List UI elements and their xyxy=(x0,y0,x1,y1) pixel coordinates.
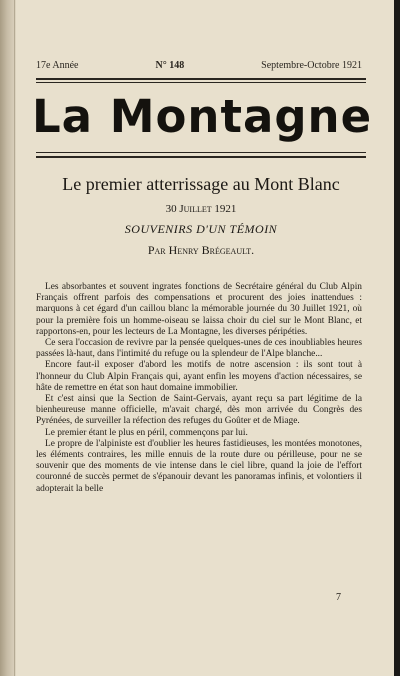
body-paragraph: Les absorbantes et souvent ingrates fonctions de Secrétaire général du Club Alpin Français offrent parfois des compensations et procurent des joies inattendues : marquons à cet égard d'un caillou blanc la mémorable journée du 30 Juillet 1921, où pour la première fois un homme-oiseau se laissa choir du ciel sur le Mont Blanc, et rapportons-en, pour les lecteurs de La Montagne, les diverses péripéties. xyxy=(36,282,362,337)
masthead-rule-bottom xyxy=(36,156,366,158)
body-paragraph: Et c'est ainsi que la Section de Saint-Gervais, ayant reçu sa part légitime de la bienheureuse manne officielle, m'avait chargé, dès mon arrivée du Congrès des Pyrénées, de surveiller la réfection des refuges du Goûter et de Miage. xyxy=(36,394,362,427)
article-title: Le premier atterrissage au Mont Blanc xyxy=(62,174,340,194)
issue-header xyxy=(36,60,362,71)
header-rule-top-thin xyxy=(36,82,366,83)
body-paragraph: Ce sera l'occasion de revivre par la pensée quelques-unes de ces inoubliables heures passées là-haut, dans l'intimité du refuge ou la splendeur de l'Alpe blanche... xyxy=(36,338,362,360)
issue-number: N° 148 xyxy=(155,60,185,71)
article-author: Par Henry Brégeault. xyxy=(147,243,255,257)
body-paragraph: Le premier étant le plus en péril, commençons par lui. xyxy=(45,427,248,438)
body-paragraph: Le propre de l'alpiniste est d'oublier les heures fastidieuses, les montées monotones, les éléments contraires, les mille ennuis de la route dure ou périlleuse, pour ne se souvenir que des moments de vie intense dans le ciel libre, quand la joie de l'effort couronné de succès permet de s'épanouir devant les panoramas infinis, et volontiers il adopterait la belle xyxy=(36,438,362,494)
article-body xyxy=(36,282,362,495)
masthead-rule-thin xyxy=(36,152,366,153)
page-edge-shadow xyxy=(394,0,400,676)
page-number: 7 xyxy=(336,592,341,603)
issue-date: Septembre-Octobre 1921 xyxy=(261,60,362,71)
masthead-title: La Montagne xyxy=(32,90,373,143)
body-paragraph: Encore faut-il exposer d'abord les motifs de notre ascension : ils sont tout à l'honneur du Club Alpin Français qui, ayant enfin les moyens d'action nécessaires, se hâte de remettre en état son haut domaine immobilier. xyxy=(36,360,362,393)
article-date: 30 Juillet 1921 xyxy=(165,203,237,215)
article-subtitle: SOUVENIRS D'UN TÉMOIN xyxy=(124,222,278,236)
binding-crease xyxy=(14,0,15,676)
header-rule-top xyxy=(36,78,366,80)
volume-label: 17e Année xyxy=(36,60,79,71)
